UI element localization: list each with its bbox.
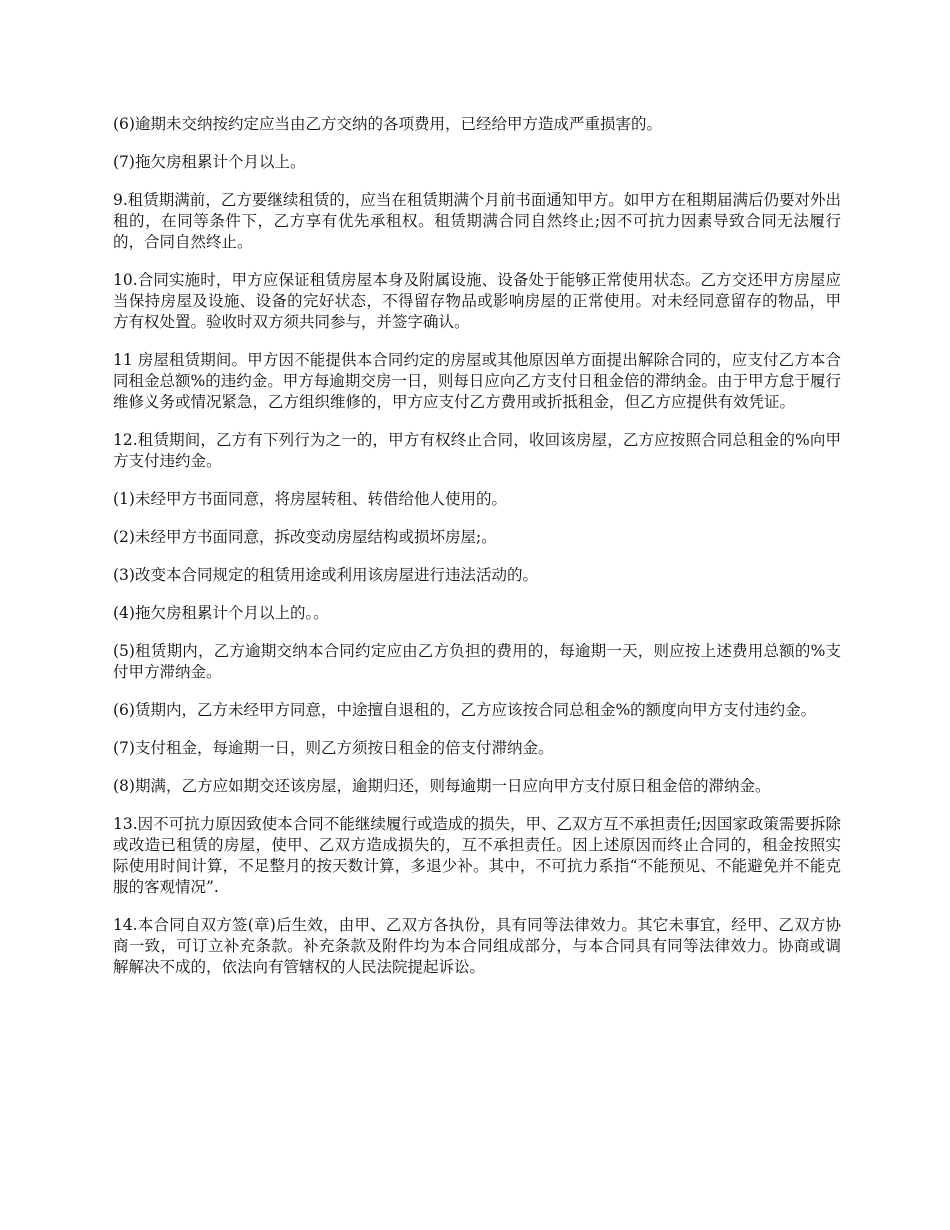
paragraph-clause-13-force-majeure: 13.因不可抗力原因致使本合同不能继续履行或造成的损失，甲、乙双方互不承担责任;因国家政策需要拆除或改造已租赁的房屋，使甲、乙双方造成损失的，互不承担责任。因上述原因而终止合同的，租金按照实际使用时间计算，不足整月的按天数计算，多退少补。其中，不可抗力系指“不能预见、不能避免并不能克服的客观情况”. <box>113 815 841 896</box>
paragraph-clause-6-overdue-fees: (6)逾期未交纳按约定应当由乙方交纳的各项费用，已经给甲方造成严重损害的。 <box>113 115 662 133</box>
paragraph-clause-7-rent-arrears: (7)拖欠房租累计个月以上。 <box>113 153 306 171</box>
paragraph-item-5-late-fees: (5)租赁期内，乙方逾期交纳本合同约定应由乙方负担的费用的，每逾期一天，则应按上述费用总额的%支付甲方滞纳金。 <box>113 642 841 681</box>
paragraph-clause-11-lessor-breach: 11 房屋租赁期间。甲方因不能提供本合同约定的房屋或其他原因单方面提出解除合同的，应支付乙方本合同租金总额%的违约金。甲方每逾期交房一日，则每日应向乙方支付日租金倍的滞纳金。由于甲方怠于履行维修义务或情况紧急，乙方组织维修的，甲方应支付乙方费用或折抵租金，但乙方应提供有效凭证。 <box>113 351 841 411</box>
paragraph-item-7-late-rent: (7)支付租金，每逾期一日，则乙方须按日租金的倍支付滞纳金。 <box>113 739 554 757</box>
paragraph-clause-12-lessee-breach: 12.租赁期间，乙方有下列行为之一的，甲方有权终止合同，收回该房屋，乙方应按照合同总租金的%向甲方支付违约金。 <box>113 431 841 470</box>
paragraph-clause-10-handover: 10.合同实施时，甲方应保证租赁房屋本身及附属设施、设备处于能够正常使用状态。乙方交还甲方房屋应当保持房屋及设施、设备的完好状态，不得留存物品或影响房屋的正常使用。对未经同意留存的物品，甲方有权处置。验收时双方须共同参与，并签字确认。 <box>113 271 841 331</box>
paragraph-item-2-alteration: (2)未经甲方书面同意，拆改变动房屋结构或损坏房屋;。 <box>113 528 497 546</box>
paragraph-item-6-early-termination: (6)赁期内，乙方未经甲方同意，中途擅自退租的，乙方应该按合同总租金%的额度向甲方支付违约金。 <box>113 701 817 719</box>
document-body <box>113 114 841 995</box>
paragraph-item-3-illegal-use: (3)改变本合同规定的租赁用途或利用该房屋进行违法活动的。 <box>113 566 538 584</box>
paragraph-clause-14-effectiveness: 14.本合同自双方签(章)后生效，由甲、乙双方各执份，具有同等法律效力。其它未事宜，经甲、乙双方协商一致，可订立补充条款。补充条款及附件均为本合同组成部分，与本合同具有同等法律效力。协商或调解解决不成的，依法向有管辖权的人民法院提起诉讼。 <box>113 916 841 976</box>
paragraph-item-1-sublease: (1)未经甲方书面同意，将房屋转租、转借给他人使用的。 <box>113 490 507 508</box>
paragraph-clause-9-renewal: 9.租赁期满前，乙方要继续租赁的，应当在租赁期满个月前书面通知甲方。如甲方在租期届满后仍要对外出租的，在同等条件下，乙方享有优先承租权。租赁期满合同自然终止;因不可抗力因素导致合同无法履行的，合同自然终止。 <box>113 191 841 251</box>
paragraph-item-8-late-return: (8)期满，乙方应如期交还该房屋，逾期归还，则每逾期一日应向甲方支付原日租金倍的滞纳金。 <box>113 777 771 795</box>
paragraph-item-4-arrears: (4)拖欠房租累计个月以上的。。 <box>113 604 329 622</box>
